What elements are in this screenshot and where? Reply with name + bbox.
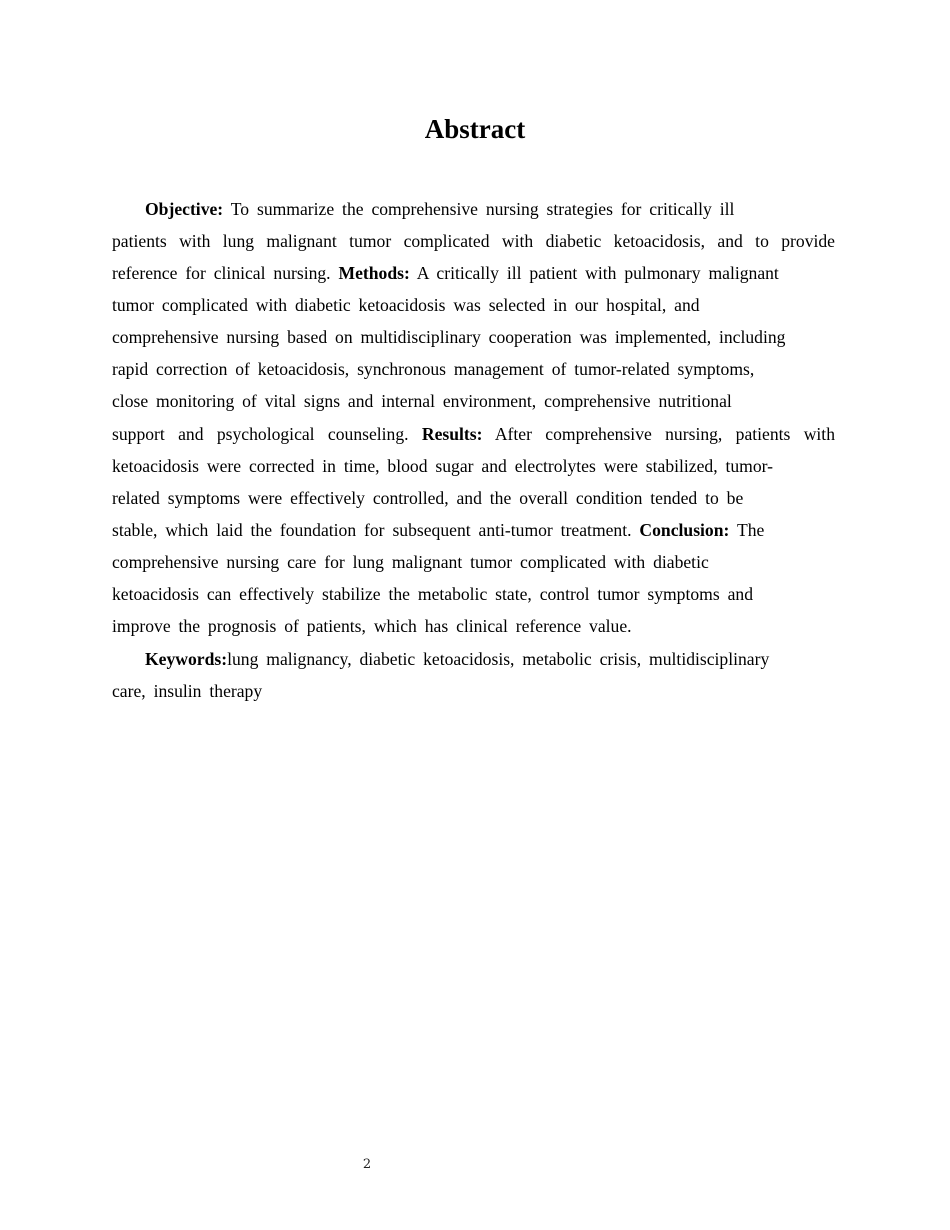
results-label: Results:	[421, 424, 483, 444]
abstract-line	[112, 514, 764, 546]
abstract-line: comprehensive nursing care for lung malignant tumor complicated with diabetic	[112, 552, 709, 572]
abstract-line: related symptoms were effectively controlled, and the overall condition tended to be	[112, 488, 744, 508]
abstract-line	[112, 418, 835, 450]
methods-label: Methods:	[338, 263, 410, 283]
keywords-line: care, insulin therapy	[112, 681, 263, 701]
abstract-line: close monitoring of vital signs and internal environment, comprehensive nutritional	[112, 391, 732, 411]
keywords-text: lung malignancy, diabetic ketoacidosis, metabolic crisis, multidisciplinary	[227, 649, 770, 669]
abstract-text: reference for clinical nursing.	[112, 263, 339, 283]
abstract-text: To summarize the comprehensive nursing strategies for critically ill	[223, 199, 735, 219]
abstract-line: improve the prognosis of patients, which has clinical reference value.	[112, 616, 632, 636]
abstract-line	[145, 193, 734, 225]
abstract-text: A critically ill patient with pulmonary malignant	[409, 263, 779, 283]
page-number: 2	[362, 1157, 372, 1172]
keywords-line	[145, 643, 769, 675]
abstract-line: patients with lung malignant tumor complicated with diabetic ketoacidosis, and to provide	[112, 231, 835, 251]
conclusion-label: Conclusion:	[639, 520, 730, 540]
abstract-text: After comprehensive nursing, patients with	[482, 424, 835, 444]
abstract-line: rapid correction of ketoacidosis, synchronous management of tumor-related symptoms,	[112, 359, 755, 379]
abstract-line: tumor complicated with diabetic ketoacidosis was selected in our hospital, and	[112, 295, 700, 315]
objective-label: Objective:	[145, 199, 224, 219]
keywords-label: Keywords:	[145, 649, 228, 669]
abstract-line: ketoacidosis were corrected in time, blood sugar and electrolytes were stabilized, tumor-	[112, 456, 774, 476]
abstract-line: ketoacidosis can effectively stabilize the metabolic state, control tumor symptoms and	[112, 584, 753, 604]
abstract-text: support and psychological counseling.	[112, 424, 422, 444]
abstract-line	[112, 257, 779, 289]
abstract-text: stable, which laid the foundation for subsequent anti-tumor treatment.	[112, 520, 640, 540]
abstract-text: The	[729, 520, 765, 540]
abstract-line: comprehensive nursing based on multidisciplinary cooperation was implemented, including	[112, 327, 786, 347]
abstract-title: Abstract	[424, 114, 526, 144]
